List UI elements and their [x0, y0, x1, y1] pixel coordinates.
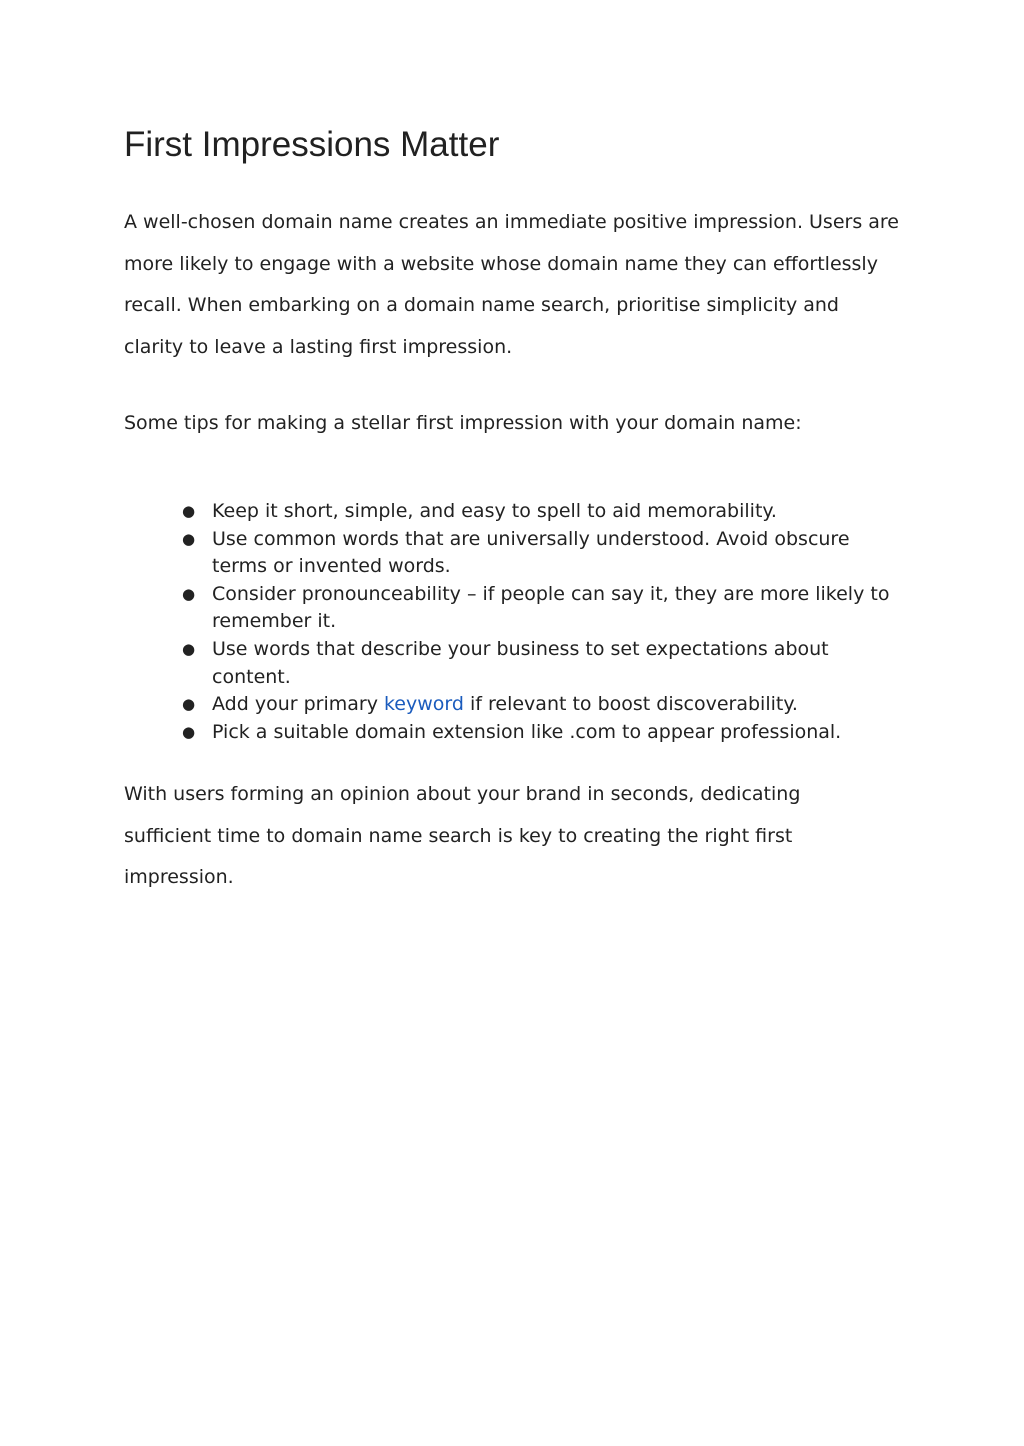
bullet-icon: ●: [182, 639, 196, 658]
bullet-icon: ●: [182, 695, 196, 714]
list-item-text: Pick a suitable domain extension like .com to appear professional.: [212, 720, 842, 743]
keyword-link[interactable]: keyword: [383, 693, 464, 716]
list-item: [182, 498, 902, 526]
bullet-icon: ●: [182, 722, 196, 741]
list-item-text-before: Add your primary: [212, 693, 384, 716]
list-item-text: Keep it short, simple, and easy to spell to aid memorability.: [212, 500, 777, 522]
list-item-text: Use common words that are universally understood. Avoid obscure terms or invented words.: [212, 527, 850, 578]
intro-paragraph: A well-chosen domain name creates an immediate positive impression. Users are more likely to engage with a website whose domain name they can effortlessly recall. When embarking on a domain name search, prioritise simplicity and clarity to leave a lasting first impression.: [124, 211, 899, 359]
list-item: [182, 526, 902, 581]
page-title: First Impressions Matter: [124, 125, 500, 164]
bullet-icon: ●: [182, 584, 196, 603]
bullet-icon: ●: [182, 502, 196, 520]
tips-lead-paragraph: Some tips for making a stellar first impression with your domain name:: [124, 412, 802, 434]
list-item-text: Use words that describe your business to set expectations about content.: [212, 637, 829, 688]
tips-list: [182, 498, 902, 746]
bullet-icon: ●: [182, 529, 196, 548]
list-item: [182, 691, 902, 719]
list-item-text: Consider pronounceability – if people can say it, they are more likely to remember it.: [212, 582, 890, 633]
list-item: [182, 719, 902, 747]
closing-paragraph: With users forming an opinion about your brand in seconds, dedicating sufficient time to domain name search is key to creating the right first impression.: [124, 783, 801, 889]
list-item-text-after: if relevant to boost discoverability.: [463, 693, 798, 716]
list-item: [182, 581, 902, 636]
list-item: [182, 636, 902, 691]
